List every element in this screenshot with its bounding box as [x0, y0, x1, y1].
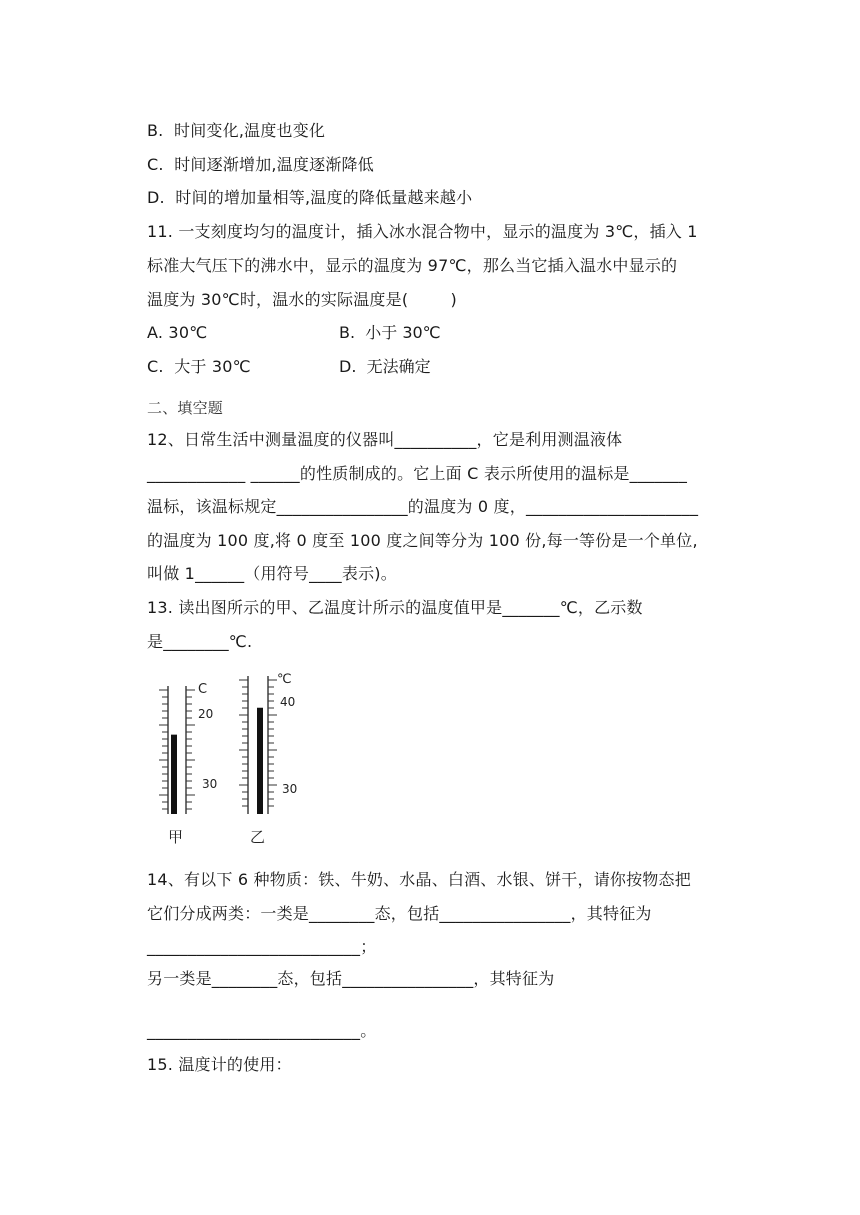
q11-option-a: A. 30℃: [147, 323, 208, 342]
thermometer-yi: [239, 672, 297, 846]
thermometer-yi-unit: ℃: [277, 672, 292, 687]
q14-line-1: 14、有以下 6 种物质：铁、牛奶、水晶、白酒、水银、饼干，请你按物态把: [147, 870, 691, 889]
q11-option-b: B. 小于 30℃: [339, 323, 441, 342]
thermometer-jia: [159, 682, 217, 846]
q14-line-5: __________________________。: [147, 1021, 377, 1040]
thermometer-jia-label-top: 20: [198, 707, 214, 721]
q10-option-d: D. 时间的增加量相等,温度的降低量越来越小: [147, 188, 473, 207]
thermometer-jia-unit: C: [198, 682, 208, 697]
q12-line-2: ____________ ______的性质制成的。它上面 C 表示所使用的温标是_______: [147, 464, 688, 483]
q11-option-c: C. 大于 30℃: [147, 357, 251, 376]
q14-line-3: __________________________；: [147, 937, 377, 956]
q14-line-2: 它们分成两类：一类是________态，包括________________，其特征为: [147, 904, 652, 923]
q11-line-1: 11. 一支刻度均匀的温度计，插入冰水混合物中，显示的温度为 3℃，插入 1: [147, 222, 698, 241]
q11-line-2: 标准大气压下的沸水中，显示的温度为 97℃，那么当它插入温水中显示的: [147, 256, 678, 275]
q13-line-2: 是________℃.: [147, 632, 253, 651]
q10-option-c: C. 时间逐渐增加,温度逐渐降低: [147, 155, 374, 174]
thermometer-jia-name: 甲: [168, 828, 184, 846]
q11-option-d: D. 无法确定: [339, 357, 431, 376]
thermometer-yi-name: 乙: [250, 828, 266, 846]
thermometer-figure: [140, 666, 310, 848]
q12-line-5: 叫做 1______（用符号____表示)。: [147, 564, 397, 583]
thermometer-jia-label-bottom: 30: [202, 777, 218, 791]
q15-line-1: 15. 温度计的使用：: [147, 1055, 292, 1074]
section-title: 二、填空题: [147, 399, 224, 417]
q13-line-1: 13. 读出图所示的甲、乙温度计所示的温度值甲是_______℃，乙示数: [147, 598, 643, 617]
q11-line-3: 温度为 30℃时，温水的实际温度是( ): [147, 290, 457, 309]
thermometer-yi-liquid: [257, 708, 263, 814]
q12-line-4: 的温度为 100 度,将 0 度至 100 度之间等分为 100 份,每一等份是一个单位,: [147, 531, 698, 550]
q10-option-b: B. 时间变化,温度也变化: [147, 121, 326, 140]
q12-line-3: 温标，该温标规定________________的温度为 0 度，_____________________: [147, 497, 699, 516]
q14-line-4: 另一类是________态，包括________________，其特征为: [147, 969, 555, 988]
q12-line-1: 12、日常生活中测量温度的仪器叫__________，它是利用测温液体: [147, 430, 623, 449]
thermometer-jia-liquid: [171, 735, 177, 814]
thermometer-yi-label-top: 40: [280, 695, 296, 709]
thermometer-yi-label-bottom: 30: [282, 782, 298, 796]
